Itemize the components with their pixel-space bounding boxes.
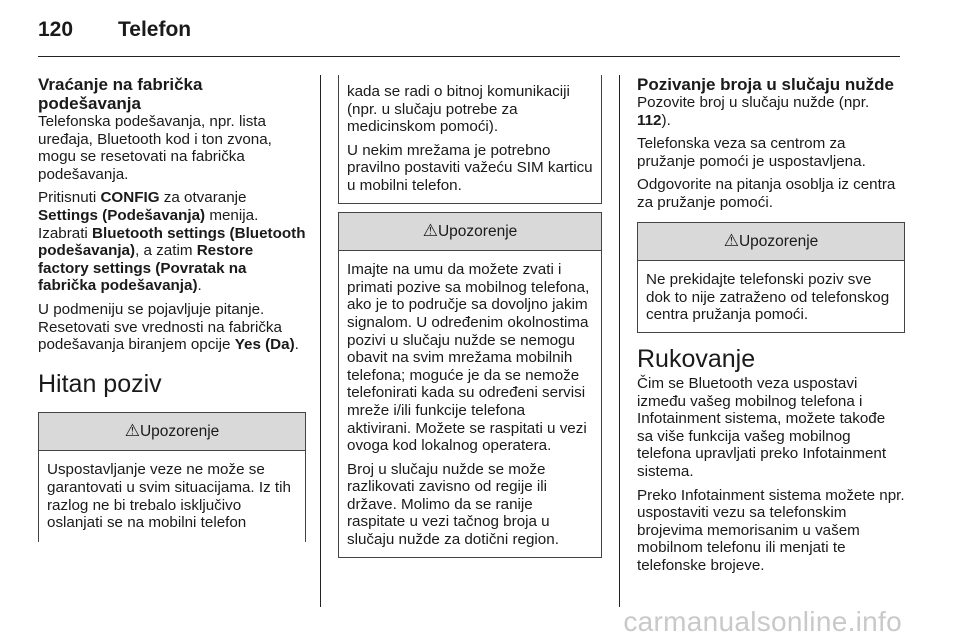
call-paragraph-3: Odgovorite na pitanja osoblja iz centra za pružanje pomoći. xyxy=(637,176,896,211)
column-divider-2 xyxy=(619,75,620,607)
yes-option: Yes (Da) xyxy=(234,336,295,354)
continuation-paragraph-1: kada se radi o bitnoj komunikaciji (npr. u slučaju potrebe za medicinskom pomoći). xyxy=(347,83,570,136)
emergency-heading: Hitan poziv xyxy=(38,369,162,398)
warning-box-3-body xyxy=(638,261,904,332)
warning-title: Upozorenje xyxy=(437,222,518,240)
settings-menu: Settings (Podešavanja) xyxy=(38,206,206,224)
config-key: CONFIG xyxy=(100,189,160,207)
call-paragraph-1: Pozovite broj u slučaju nužde (npr. 112). xyxy=(637,94,870,129)
emergency-number: 112 xyxy=(637,111,662,129)
bluetooth-settings-option: Bluetooth settings (Bluetooth podešavanja) xyxy=(38,224,306,260)
reset-heading: Vraćanje na fabrička podešavanja xyxy=(38,75,203,113)
column-1 xyxy=(38,75,306,542)
warning-box-2-body xyxy=(339,251,601,557)
warning-1-text: Uspostavljanje veze ne može se garantovati u svim situacijama. Iz tih razlog ne bi trebalo isključivo oslanjati se na mobilni telefon xyxy=(47,461,291,532)
warning-2-paragraph-1: Imajte na umu da možete zvati i primati pozive sa mobilnog telefona, ako je to područje sa dovoljno jakim signalom. U određenim okolnostima pozivi u slučaju nužde se nemogu obavit na svim mrežama mobilnih telefona; moguće je da se nemože telefonirati kada su određeni servisi mreže i/ili funkcije telefona aktivirani. Možete se raspitati u vezi ovoga kod lokalnog operatera. xyxy=(347,261,590,455)
operation-heading: Rukovanje xyxy=(637,344,756,373)
warning-icon: ⚠ xyxy=(124,420,140,440)
operation-paragraph-1: Čim se Bluetooth veza uspostavi između vašeg mobilnog telefona i Infotainment sistema, možete takođe sa više funkcija vašeg mobilnog telefona upravljati preko Infotainment sistema. xyxy=(637,374,887,480)
warning-2-paragraph-2: Broj u slučaju nužde se može razlikovati zavisno od regije ili države. Molimo da se ranije raspitate u vezi tačnog broja u slučaju nužde za dotični region. xyxy=(347,460,559,549)
continuation-paragraph-2: U nekim mrežama je potrebno pravilno postaviti važeću SIM karticu u mobilni telefon. xyxy=(347,141,593,194)
chapter-title: Telefon xyxy=(118,18,192,41)
reset-paragraph-1: Telefonska podešavanja, npr. lista uređaja, Bluetooth kod i ton zvona, mogu se resetovati na fabrička podešavanja. xyxy=(38,113,272,183)
warning-box-1-header xyxy=(39,413,305,452)
watermark: carmanualsonline.info xyxy=(623,606,902,637)
warning-3-text: Ne prekidajte telefonski poziv sve dok to nije zatraženo od telefonskog centra pružanja pomoći. xyxy=(646,271,890,324)
restore-factory-option: Restore factory settings (Povratak na fabrička podešavanja) xyxy=(38,242,254,295)
reset-paragraph-2: Pritisnuti CONFIG za otvaranje Settings (Podešavanja) menija. Izabrati Bluetooth settings (Bluetooth podešavanja), a zatim Restore factory settings (Povratak na fabrička podešavanja). xyxy=(38,189,306,295)
warning-box-2 xyxy=(338,212,602,558)
warning-icon: ⚠ xyxy=(723,230,739,250)
emergency-call-heading: Pozivanje broja u slučaju nužde xyxy=(637,75,894,94)
column-3 xyxy=(637,75,905,580)
reset-paragraph-3: U podmeniju se pojavljuje pitanje. Resetovati sve vrednosti na fabrička podešavanja biranjem opcije Yes (Da). xyxy=(38,300,299,354)
page-number: 120 xyxy=(38,18,74,41)
warning-continuation-box xyxy=(338,75,602,204)
header-rule xyxy=(38,56,900,57)
warning-box-3 xyxy=(637,222,905,333)
operation-paragraph-2: Preko Infotainment sistema možete npr. uspostaviti vezu sa telefonskim brojevima memorisanim u vašem mobilnom telefonu ili menjati te telefonske brojeve. xyxy=(637,486,905,574)
column-divider-1 xyxy=(320,75,321,607)
warning-title: Upozorenje xyxy=(139,422,220,440)
warning-icon: ⚠ xyxy=(422,220,438,240)
page-header xyxy=(38,18,191,42)
warning-box-3-header xyxy=(638,223,904,262)
call-paragraph-2: Telefonska veza sa centrom za pružanje pomoći je uspostavljena. xyxy=(637,135,866,170)
warning-box-1-body xyxy=(39,451,305,541)
warning-title: Upozorenje xyxy=(738,232,819,250)
warning-box-2-header xyxy=(339,213,601,252)
warning-box-1 xyxy=(38,412,306,542)
column-2 xyxy=(338,75,602,558)
